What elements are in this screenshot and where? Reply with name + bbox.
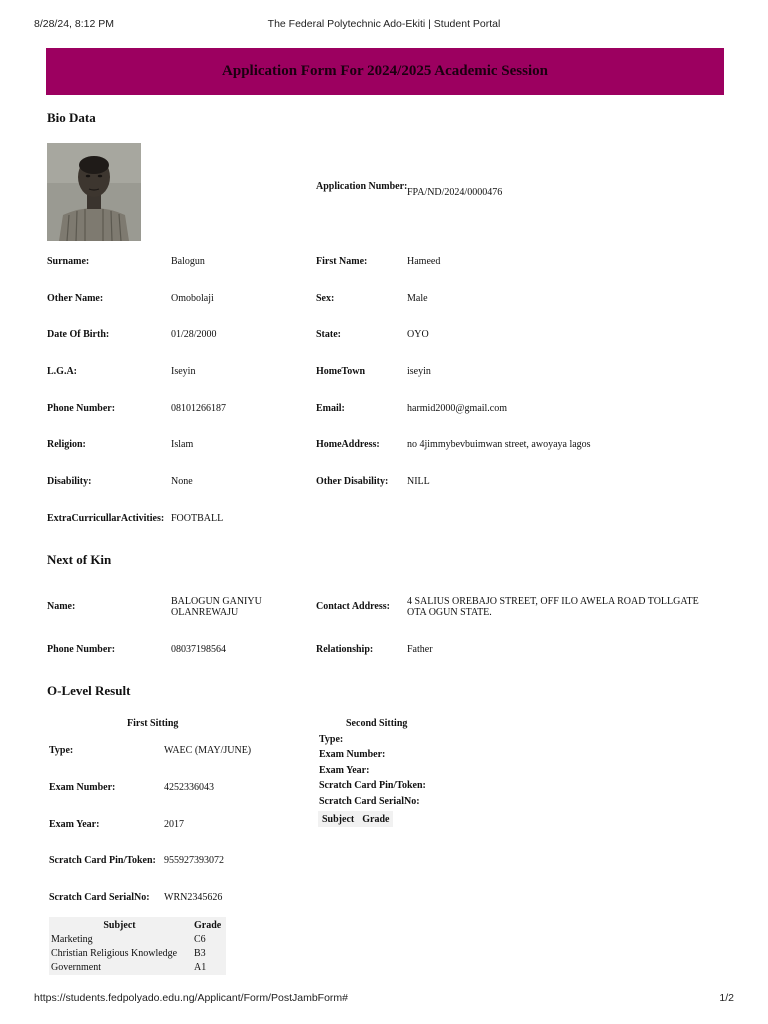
section-title-olevel: O-Level Result: [47, 683, 131, 698]
value-disability: None: [171, 476, 193, 487]
value-first-exam-number: 4252336043: [164, 782, 214, 793]
value-kin-contact-address-line1: 4 SALIUS OREBAJO STREET, OFF ILO AWELA ROAD TOLLGATE: [407, 596, 699, 607]
value-email: harmid2000@gmail.com: [407, 403, 508, 414]
print-page-number: 1/2: [719, 992, 734, 1004]
grade-subject: Government: [51, 962, 101, 973]
label-religion: Religion:: [47, 439, 86, 450]
value-extracurricular: FOOTBALL: [171, 513, 224, 524]
label-sex: Sex:: [316, 293, 335, 304]
label-disability: Disability:: [47, 476, 92, 487]
value-lga: Iseyin: [171, 366, 196, 377]
label-hometown: HomeTown: [316, 366, 366, 377]
label-kin-relationship: Relationship:: [316, 644, 374, 655]
form-banner: [46, 48, 724, 95]
grade-value: C6: [194, 934, 206, 945]
value-phone-number: 08101266187: [171, 403, 226, 414]
value-sex: Male: [407, 293, 428, 304]
print-datetime: 8/28/24, 8:12 PM: [34, 18, 114, 30]
value-kin-relationship: Father: [407, 644, 433, 655]
grade-subject: Marketing: [51, 934, 93, 945]
value-date-of-birth: 01/28/2000: [171, 329, 217, 340]
table-row: [49, 933, 226, 947]
value-application-number: FPA/ND/2024/0000476: [407, 187, 503, 198]
value-kin-name-line1: BALOGUN GANIYU: [171, 596, 262, 607]
second-sitting-heading: Second Sitting: [346, 718, 408, 729]
label-kin-phone: Phone Number:: [47, 644, 116, 655]
applicant-photo: [47, 143, 141, 241]
value-hometown: iseyin: [407, 366, 431, 377]
value-first-pin: 955927393072: [164, 855, 224, 866]
label-second-exam-number: Exam Number:: [319, 749, 386, 760]
label-state: State:: [316, 329, 341, 340]
grade-value: A1: [194, 962, 207, 973]
label-first-serial: Scratch Card SerialNo:: [49, 892, 150, 903]
label-first-type: Type:: [49, 745, 74, 756]
label-second-pin: Scratch Card Pin/Token:: [319, 780, 426, 791]
header-subject: Subject: [103, 920, 136, 931]
label-second-serial: Scratch Card SerialNo:: [319, 796, 420, 807]
value-first-type: WAEC (MAY/JUNE): [164, 745, 252, 756]
grade-value: B3: [194, 948, 206, 959]
section-title-next-of-kin: Next of Kin: [47, 552, 112, 567]
label-date-of-birth: Date Of Birth:: [47, 329, 110, 340]
label-second-type: Type:: [319, 734, 344, 745]
header-grade: Grade: [194, 920, 222, 931]
table-row: [49, 961, 226, 975]
value-surname: Balogun: [171, 256, 205, 267]
value-religion: Islam: [171, 439, 194, 450]
label-kin-contact-address: Contact Address:: [316, 601, 390, 612]
label-first-exam-number: Exam Number:: [49, 782, 116, 793]
first-sitting-heading: First Sitting: [127, 718, 179, 729]
section-title-bio-data: Bio Data: [47, 110, 96, 125]
label-surname: Surname:: [47, 256, 90, 267]
value-first-name: Hameed: [407, 256, 441, 267]
print-url: https://students.fedpolyado.edu.ng/Applicant/Form/PostJambForm#: [34, 992, 349, 1004]
label-kin-name: Name:: [47, 601, 76, 612]
value-kin-phone: 08037198564: [171, 644, 226, 655]
label-second-exam-year: Exam Year:: [319, 765, 370, 776]
value-first-serial: WRN2345626: [164, 892, 223, 903]
label-phone-number: Phone Number:: [47, 403, 116, 414]
value-other-name: Omobolaji: [171, 293, 214, 304]
label-home-address: HomeAddress:: [316, 439, 380, 450]
value-home-address: no 4jimmybevbuimwan street, awoyaya lagos: [407, 439, 591, 450]
label-first-exam-year: Exam Year:: [49, 819, 100, 830]
label-other-disability: Other Disability:: [316, 476, 389, 487]
grades-header-row: [318, 811, 393, 827]
value-state: OYO: [407, 329, 429, 340]
table-row: [49, 947, 226, 961]
value-other-disability: NILL: [407, 476, 430, 487]
label-first-name: First Name:: [316, 256, 368, 267]
form-title: Application Form For 2024/2025 Academic Session: [222, 63, 548, 79]
header-subject: Subject: [322, 814, 355, 825]
value-first-exam-year: 2017: [164, 819, 184, 830]
second-sitting-grades-table: [318, 811, 393, 827]
label-lga: L.G.A:: [47, 366, 77, 377]
value-kin-contact-address-line2: OTA OGUN STATE.: [407, 607, 492, 618]
grades-header-row: [49, 917, 226, 933]
label-email: Email:: [316, 403, 345, 414]
header-grade: Grade: [362, 814, 390, 825]
grade-subject: Christian Religious Knowledge: [51, 948, 178, 959]
label-first-pin: Scratch Card Pin/Token:: [49, 855, 156, 866]
label-other-name: Other Name:: [47, 293, 104, 304]
value-kin-name-line2: OLANREWAJU: [171, 607, 239, 618]
first-sitting-grades-table: [49, 917, 226, 975]
label-extracurricular: ExtraCurricullarActivities:: [47, 513, 165, 524]
print-page-title: The Federal Polytechnic Ado-Ekiti | Student Portal: [267, 18, 501, 30]
label-application-number: Application Number:: [316, 181, 408, 192]
